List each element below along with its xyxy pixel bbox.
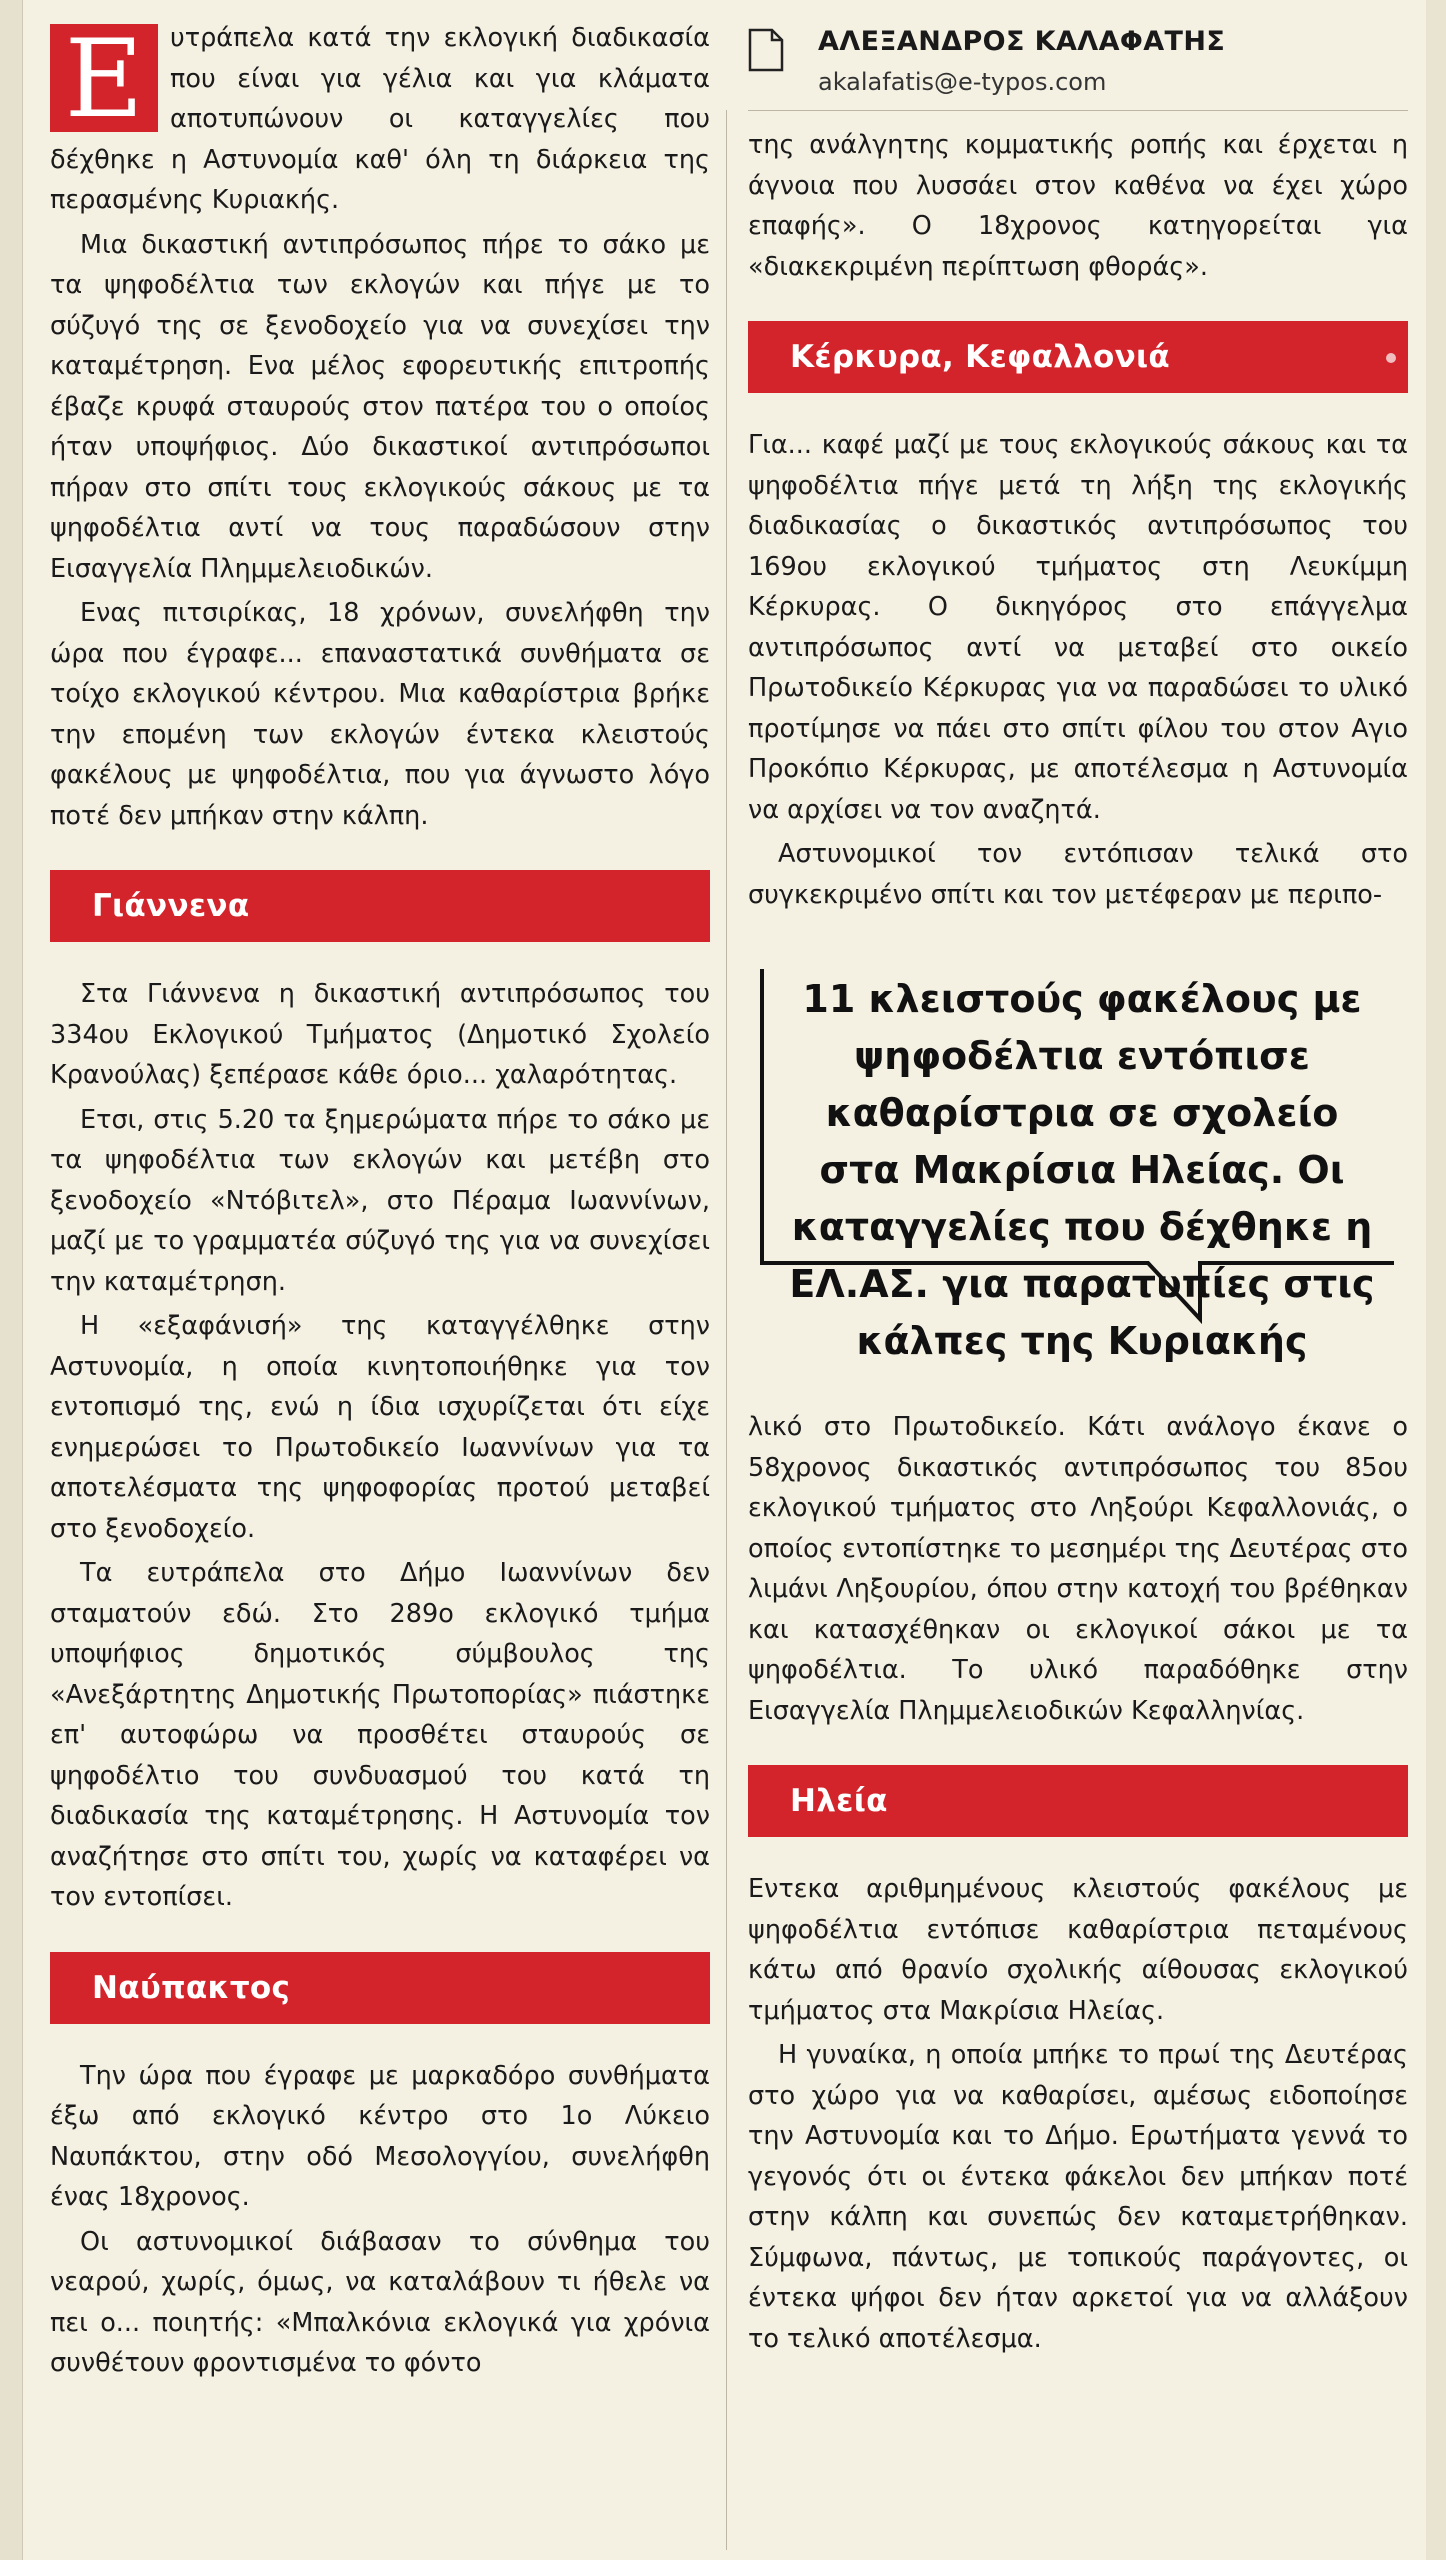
nafpaktos-paragraph-1: Την ώρα που έγραφε με μαρκαδόρο συνθήματα έξω από εκλογικό κέντρο στο 1ο Λύκειο Ναυπάκτου, στην οδό Μεσολογγίου, συνελήφθη ένας 18χρονος. (50, 2060, 710, 2212)
author-email: akalafatis@e-typos.com (818, 68, 1107, 96)
section-heading-ioannina: Γιάννενα (50, 870, 710, 942)
adjacent-page-edge (0, 0, 23, 2560)
kerkyra-paragraph-3: λικό στο Πρωτοδικείο. Κάτι ανάλογο έκανε ο 58χρονος δικαστικός αντιπρόσωπος του 85ου εκλογικού τμήματος στο Ληξούρι Κεφαλλονιάς, ο οποίος εντοπίστηκε το μεσημέρι της Δευτέρας στο λιμάνι Ληξουρίου, όπου στην κατοχή του βρέθηκαν και κατασχέθηκαν οι εκλογικοί σάκοι με τα ψηφοδέλτια. Το υλικό παραδόθηκε στην Εισαγγελία Πλημμελειοδικών Κεφαλληνίας. (748, 1412, 1408, 1726)
kerkyra-paragraph-1: Για... καφέ μαζί με τους εκλογικούς σάκους και τα ψηφοδέλτια πήγε μετά τη λήξη της εκλογικής διαδικασίας ο δικαστικός αντιπρόσωπος του 169ου εκλογικού τμήματος στη Λευκίμμη Κέρκυρας. Ο δικηγόρος στο επάγγελμα αντιπρόσωπος αντί να μεταβεί στο οικείο Πρωτοδικείο Κέρκυρας για να παραδώσει το υλικό προτίμησε να πάει στο σπίτι φίλου του στον Αγιο Προκόπιο Κέρκυρας, με αποτέλεσμα η Αστυνομία να αρχίσει να τον αναζητά. (748, 430, 1408, 825)
ileia-paragraph-2: Η γυναίκα, η οποία μπήκε το πρωί της Δευτέρας στο χώρο για να καθαρίσει, αμέσως ειδοποίησε την Αστυνομία και το Δήμο. Ερωτήματα γεννά το γεγονός ότι οι έντεκα φάκελοι δεν μπήκαν ποτέ στην κάλπη και συνεπώς δεν καταμετρήθηκαν. Σύμφωνα, πάντως, με τοπικούς παράγοντες, οι έντεκα ψήφοι δεν ήταν αρκετοί για να αλλάξουν το τελικό αποτέλεσμα. (748, 2040, 1408, 2354)
pen-paper-icon (748, 28, 784, 72)
nafpaktos-paragraph-3: της ανάλγητης κομματικής ροπής και έρχεται η άγνοια που λυσσάει στον καθένα να έχει χώρο επαφής». Ο 18χρονος κατηγορείται για «διακεκριμένη περίπτωση φθοράς». (748, 130, 1408, 282)
ioannina-paragraph-4: Τα ευτράπελα στο Δήμο Ιωαννίνων δεν σταματούν εδώ. Στο 289ο εκλογικό τμήμα υποψήφιος δημοτικός σύμβουλος της «Ανεξάρτητης Δημοτικής Πρωτοπορίας» πιάστηκε επ' αυτοφώρω να προσθέτει σταυρούς σε ψηφοδέλτιο του συνδυασμού του κατά τη διαδικασία της καταμέτρησης. Η Αστυνομία τον αναζήτησε στο σπίτι του, χωρίς να καταφέρει να τον εντοπίσει. (50, 1558, 710, 1912)
intro-paragraph-2: Μια δικαστική αντιπρόσωπος πήρε το σάκο με τα ψηφοδέλτια των εκλογών και πήγε με το σύζυγό της σε ξενοδοχείο για να συνεχίσει την καταμέτρηση. Ενα μέλος εφορευτικής επιτροπής έβαζε κρυφά σταυρούς στον πατέρα του ο οποίος ήταν υποψήφιος. Δύο δικαστικοί αντιπρόσωποι πήραν στο σπίτι τους εκλογικούς σάκους με τα ψηφοδέλτια αντί να τους παραδώσουν στην Εισαγγελία Πλημμελειοδικών. (50, 229, 710, 584)
author-name: ΑΛΕΞΑΝΔΡΟΣ ΚΑΛΑΦΑΤΗΣ (818, 26, 1226, 57)
left-column (50, 18, 710, 2384)
pull-quote-text: 11 κλειστούς φακέλους με ψηφοδέλτια εντόπισε καθαρίστρια σε σχολείο στα Μακρίσια Ηλείας. Οι καταγγελίες που δέχθηκε η ΕΛ.ΑΣ. για παρατυπίες στις κάλπες της Κυριακής (789, 977, 1375, 1363)
intro-paragraph-1: Ε υτράπελα κατά την εκλογική διαδικασία που είναι για γέλια και για κλάματα αποτυπώνουν οι καταγγελίες που δέχθηκε η Αστυνομία καθ' όλη τη διάρκεια της περασμένης Κυριακής. (50, 17, 710, 215)
heading-dot (1386, 353, 1396, 363)
column-divider (726, 110, 727, 2550)
section-heading-nafpaktos: Ναύπακτος (50, 1952, 710, 2024)
nafpaktos-paragraph-2: Οι αστυνομικοί διάβασαν το σύνθημα του νεαρού, χωρίς, όμως, να καταλάβουν τι ήθελε να πει ο... ποιητής: «Μπαλκόνια εκλογικά για χρόνια συνθέτουν φροντισμένα το φόντο (50, 2226, 710, 2378)
section-heading-ileia: Ηλεία (748, 1765, 1408, 1837)
ioannina-paragraph-2: Ετσι, στις 5.20 τα ξημερώματα πήρε το σάκο με τα ψηφοδέλτια των εκλογών και μετέβη στο ξενοδοχείο «Ντόβιτελ», στο Πέραμα Ιωαννίνων, μαζί με το γραμματέα σύζυγό της για να συνεχίσει την καταμέτρηση. (50, 1104, 710, 1297)
author-byline (748, 18, 1408, 111)
drop-cap: Ε (50, 24, 158, 132)
ioannina-paragraph-1: Στα Γιάννενα η δικαστική αντιπρόσωπος του 334ου Εκλογικού Τμήματος (Δημοτικό Σχολείο Κρανούλας) ξεπέρασε κάθε όριο... χαλαρότητας. (50, 979, 710, 1090)
pull-quote (748, 963, 1408, 1363)
right-column (748, 18, 1408, 2359)
ioannina-paragraph-3: Η «εξαφάνισή» της καταγγέλθηκε στην Αστυνομία, η οποία κινητοποιήθηκε για τον εντοπισμό της, ενώ η ίδια ισχυρίζεται ότι είχε ενημερώσει το Πρωτοδικείο Ιωαννίνων για τα αποτελέσματα της ψηφοφορίας προτού μεταβεί στο ξενοδοχείο. (50, 1311, 710, 1544)
section-heading-kerkyra: Κέρκυρα, Κεφαλλονιά (748, 321, 1408, 393)
ileia-paragraph-1: Εντεκα αριθμημένους κλειστούς φακέλους με ψηφοδέλτια εντόπισε καθαρίστρια πεταμένους κάτω από θρανίο σχολικής αίθουσας εκλογικού τμήματος στα Μακρίσια Ηλείας. (748, 1874, 1408, 2026)
kerkyra-paragraph-2: Αστυνομικοί τον εντόπισαν τελικά στο συγκεκριμένο σπίτι και τον μετέφεραν με περιπο- (748, 839, 1408, 910)
intro-paragraph-3: Ενας πιτσιρίκας, 18 χρόνων, συνελήφθη την ώρα που έγραφε... επαναστατικά συνθήματα σε τοίχο εκλογικού κέντρου. Μια καθαρίστρια βρήκε την επομένη των εκλογών έντεκα κλειστούς φακέλους με ψηφοδέλτια, που για άγνωστο λόγο ποτέ δεν μπήκαν στην κάλπη. (50, 598, 710, 831)
adjacent-page-edge-right (1426, 0, 1446, 2560)
